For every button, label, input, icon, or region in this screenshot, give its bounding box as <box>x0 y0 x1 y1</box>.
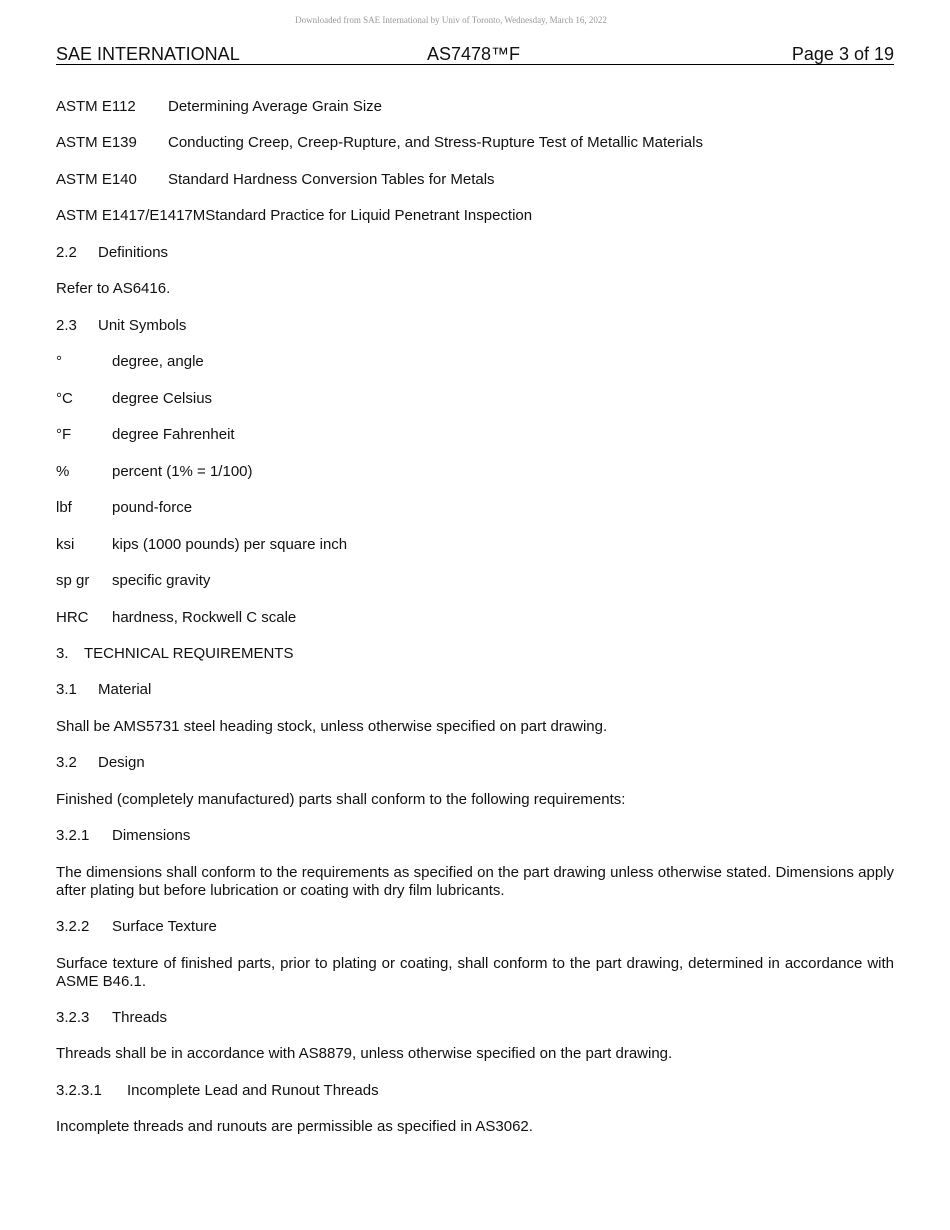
section-heading: Threads <box>112 1009 168 1026</box>
unit-symbol: % <box>56 463 70 480</box>
section-body: The dimensions shall conform to the requirements as specified on the part drawing unless otherwise stated. Dimensions apply after plating but before lubrication or coating with dry film lubricants. <box>56 864 894 899</box>
section-body: Threads shall be in accordance with AS8879, unless otherwise specified on the part drawing. <box>56 1045 673 1062</box>
unit-symbol: ksi <box>56 536 75 553</box>
section-heading: Design <box>98 754 145 771</box>
section-body: Shall be AMS5731 steel heading stock, unless otherwise specified on part drawing. <box>56 718 608 735</box>
unit-meaning: percent (1% = 1/100) <box>112 463 253 480</box>
page-number: Page 3 of 19 <box>791 44 894 64</box>
section-heading: Unit Symbols <box>98 317 187 334</box>
reference-title: Determining Average Grain Size <box>168 98 382 115</box>
section-number: 3.2.3.1 <box>56 1082 102 1099</box>
section-heading: TECHNICAL REQUIREMENTS <box>84 645 294 662</box>
download-watermark: Downloaded from SAE International by Univ of Toronto, Wednesday, March 16, 2022 <box>295 15 607 25</box>
unit-symbol: sp gr <box>56 572 90 589</box>
section-number: 3.1 <box>56 681 77 698</box>
unit-symbol: °F <box>56 426 72 443</box>
unit-symbol: lbf <box>56 499 72 516</box>
unit-meaning: degree Fahrenheit <box>112 426 235 443</box>
section-heading: Incomplete Lead and Runout Threads <box>127 1082 379 1099</box>
section-number: 3. <box>56 645 69 662</box>
section-number: 2.3 <box>56 317 77 334</box>
publisher-name: SAE INTERNATIONAL <box>56 44 240 64</box>
section-heading: Dimensions <box>112 827 191 844</box>
reference-code: ASTM E139 <box>56 134 137 151</box>
reference-title: Standard Hardness Conversion Tables for Metals <box>168 171 495 188</box>
unit-meaning: degree, angle <box>112 353 204 370</box>
reference-title: Conducting Creep, Creep-Rupture, and Stress-Rupture Test of Metallic Materials <box>168 134 703 151</box>
reference-title: Standard Practice for Liquid Penetrant Inspection <box>205 207 533 224</box>
reference-code: ASTM E1417/E1417M <box>56 207 206 224</box>
section-heading: Material <box>98 681 152 698</box>
unit-symbol: HRC <box>56 609 89 626</box>
section-body: Incomplete threads and runouts are permissible as specified in AS3062. <box>56 1118 533 1135</box>
section-heading: Definitions <box>98 244 169 261</box>
section-body: Finished (completely manufactured) parts shall conform to the following requirements: <box>56 791 626 808</box>
unit-meaning: specific gravity <box>112 572 211 589</box>
unit-symbol: ° <box>56 353 62 370</box>
section-number: 3.2 <box>56 754 77 771</box>
section-body: Surface texture of finished parts, prior to plating or coating, shall conform to the part drawing, determined in accordance with ASME B46.1. <box>56 955 894 990</box>
section-number: 3.2.1 <box>56 827 90 844</box>
reference-code: ASTM E140 <box>56 171 137 188</box>
reference-code-and-title <box>56 207 532 225</box>
document-number: AS7478™F <box>427 44 521 64</box>
section-number: 3.2.3 <box>56 1009 90 1026</box>
section-heading: Surface Texture <box>112 918 217 935</box>
reference-code: ASTM E112 <box>56 98 136 115</box>
section-body: Refer to AS6416. <box>56 280 171 297</box>
unit-meaning: degree Celsius <box>112 390 213 407</box>
section-number: 2.2 <box>56 244 77 261</box>
unit-symbol: °C <box>56 390 73 407</box>
unit-meaning: hardness, Rockwell C scale <box>112 609 297 626</box>
unit-meaning: pound-force <box>112 499 193 516</box>
page-header <box>56 44 894 65</box>
unit-meaning: kips (1000 pounds) per square inch <box>112 536 348 553</box>
section-number: 3.2.2 <box>56 918 90 935</box>
